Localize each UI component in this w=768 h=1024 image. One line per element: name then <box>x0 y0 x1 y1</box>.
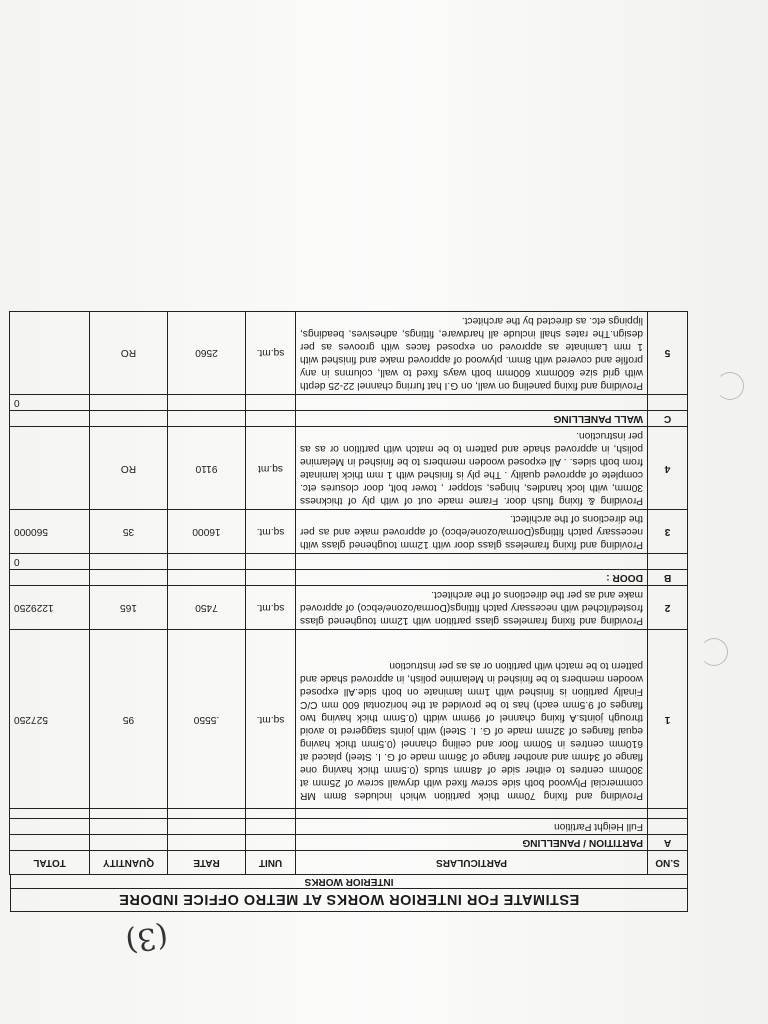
section-total-row <box>10 394 688 410</box>
item-unit: sq.mt. <box>246 630 296 809</box>
section-title: WALL PANELLING <box>296 410 648 426</box>
subsection-row <box>10 819 688 835</box>
section-code: C <box>648 410 688 426</box>
col-header-total: TOTAL <box>10 851 90 875</box>
page-number-stamp: (3) <box>123 918 171 959</box>
item-unit: sq.mt. <box>246 311 296 394</box>
item-unit: sq.mt. <box>246 510 296 554</box>
table-row <box>10 311 688 394</box>
section-row-a <box>10 835 688 851</box>
document-title: ESTIMATE FOR INTERIOR WORKS AT METRO OFFICE INDORE <box>10 889 688 912</box>
item-sno: 3 <box>648 510 688 554</box>
item-rate: 7450 <box>168 586 246 630</box>
section-total: 0 <box>10 394 90 410</box>
section-code: B <box>648 570 688 586</box>
item-particulars: Providing and fixing paneling on wall, on G.I hat furring channel 22-25 depth with grid size 600mmx 600mm both ways fixed to wall, columns in any profile and covered with 8mm. plywood of approved make and finished with 1 mm Laminate as approved on exposed faces with grooves as per design.The rates shall include all hardware, fittings, adhesives, beadings, lippings etc. as directed by the architect. <box>296 311 648 394</box>
estimate-table <box>9 311 688 875</box>
spacer-row <box>10 809 688 819</box>
item-sno: 1 <box>648 630 688 809</box>
item-quantity: 35 <box>90 510 168 554</box>
item-sno: 2 <box>648 586 688 630</box>
item-particulars: Providing and fixing frameless glass partition with 12mm toughened glass frosted/itched with necessary patch fittings(Dorma/ozone/ebco) of approved make and as per the directions of the architect. <box>296 586 648 630</box>
section-title: PARTITION / PANELLING <box>296 835 648 851</box>
section-row-c <box>10 410 688 426</box>
col-header-particulars: PARTICULARS <box>296 851 648 875</box>
item-rate: .5550 <box>168 630 246 809</box>
item-total: 1229250 <box>10 586 90 630</box>
table-row <box>10 586 688 630</box>
item-total: 527250 <box>10 630 90 809</box>
item-particulars: Providing and fixing 70mm thick partition which includes 8mm MR commercial Plywood both side screw fixed with drywall screw of 25mm at 300mm centres to either side of 48mm studs (0.5mm thick having one flange of 34mm and another flange of 36mm made of G. I. Steel) placed at 610mm centres in 50mm floor and ceiling channel (0.5mm thick having equal flanges of 32mm made of G. I. Steel) with joints staggered to avoid through joints.A fixing channel of 99mm width (0.5mm thick having two flanges of 9.5mm each) has to be provided at the horizontal 600 mm C/C Finally partition is finished with 1mm laminate on both side.All exposed wooden members to be finished in Melamine polish, in approved shade and pattern to be match with partition or as as per instruction <box>296 630 648 809</box>
subsection-title: Full Height Partition <box>296 819 648 835</box>
item-sno: 5 <box>648 311 688 394</box>
item-unit: sq.mt <box>246 426 296 509</box>
item-rate: 2560 <box>168 311 246 394</box>
item-total <box>10 311 90 394</box>
punch-hole-mark <box>716 372 744 400</box>
item-unit: sq.mt. <box>246 586 296 630</box>
col-header-sno: S.NO <box>648 851 688 875</box>
table-header-row <box>10 851 688 875</box>
section-code: A <box>648 835 688 851</box>
table-row <box>10 426 688 509</box>
punch-hole-mark <box>700 638 728 666</box>
item-particulars: Providing & fixing flush door. Frame made out of with ply of thickness 30mm, with lock handles, hinges, stopper , tower bolt, door closures etc. complete of approved quality . The ply is finished with 1 mm thick laminate from both sides. . All exposed wooden members to be finished in Melamine polish, in approved shade and pattern to be match with partition or as as per instruction. <box>296 426 648 509</box>
item-particulars: Providing and fixing frameless glass door with 12mm toughened glass with necessary patch fittings(Dorma/ozone/ebco) of approved make and as per the directions of the architect. <box>296 510 648 554</box>
estimate-document <box>10 311 688 912</box>
section-title: DOOR : <box>296 570 648 586</box>
col-header-quantity: QUANTITY <box>90 851 168 875</box>
section-row-b <box>10 570 688 586</box>
section-total-row <box>10 554 688 570</box>
item-quantity: RO <box>90 311 168 394</box>
item-rate: 16000 <box>168 510 246 554</box>
item-quantity: 95 <box>90 630 168 809</box>
item-total: 560000 <box>10 510 90 554</box>
item-quantity: 165 <box>90 586 168 630</box>
section-total: 0 <box>10 554 90 570</box>
item-sno: 4 <box>648 426 688 509</box>
item-rate: 9110 <box>168 426 246 509</box>
item-total <box>10 426 90 509</box>
document-subtitle: INTERIOR WORKS <box>10 875 688 889</box>
table-row <box>10 630 688 809</box>
col-header-rate: RATE <box>168 851 246 875</box>
item-quantity: RO <box>90 426 168 509</box>
col-header-unit: UNIT <box>246 851 296 875</box>
table-row <box>10 510 688 554</box>
